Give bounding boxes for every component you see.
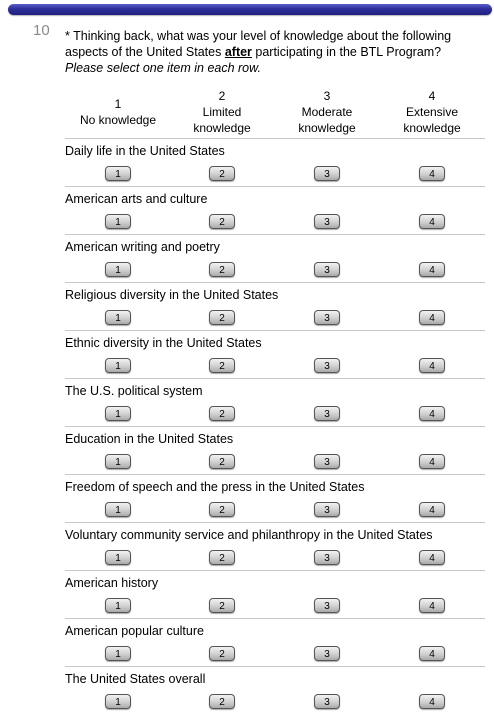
rating-option-3-button[interactable]: 3	[314, 262, 340, 277]
scale-label-1: No knowledge	[79, 113, 157, 127]
scale-label-3a: Moderate	[301, 105, 353, 119]
scale-label-4b: knowledge	[403, 121, 461, 135]
scale-num-2: 2	[218, 89, 226, 103]
scale-header-2	[193, 88, 250, 136]
rating-option-1-button[interactable]: 1	[105, 262, 131, 277]
scale-num-1: 1	[114, 97, 122, 111]
matrix-row	[65, 234, 485, 283]
rating-option-1-button[interactable]: 1	[105, 310, 131, 325]
rating-option-1-button[interactable]: 1	[105, 694, 131, 709]
question-text-emphasis: after	[224, 45, 252, 59]
rating-option-2-button[interactable]: 2	[209, 454, 235, 469]
rating-option-3-button[interactable]: 3	[314, 310, 340, 325]
question-number: 10	[33, 22, 50, 39]
rating-option-3-button[interactable]: 3	[314, 598, 340, 613]
matrix-row-label: American history	[65, 576, 159, 590]
matrix-row	[65, 330, 485, 379]
matrix-row-label: Voluntary community service and philanthropy in the United States	[65, 528, 433, 542]
rating-option-2-button[interactable]: 2	[209, 214, 235, 229]
matrix-row-label: American popular culture	[65, 624, 204, 638]
matrix-row	[65, 426, 485, 475]
matrix-row	[65, 138, 485, 187]
rating-option-4-button[interactable]: 4	[419, 646, 445, 661]
scale-num-3: 3	[323, 89, 331, 103]
rating-option-1-button[interactable]: 1	[105, 454, 131, 469]
rating-option-2-button[interactable]: 2	[209, 694, 235, 709]
rating-option-2-button[interactable]: 2	[209, 358, 235, 373]
rating-option-2-button[interactable]: 2	[209, 646, 235, 661]
rating-option-3-button[interactable]: 3	[314, 550, 340, 565]
top-banner-bar	[8, 4, 492, 15]
rating-option-2-button[interactable]: 2	[209, 166, 235, 181]
scale-label-2b: knowledge	[193, 121, 251, 135]
rating-option-1-button[interactable]: 1	[105, 598, 131, 613]
matrix-row	[65, 474, 485, 523]
rating-option-1-button[interactable]: 1	[105, 646, 131, 661]
rating-option-3-button[interactable]: 3	[314, 454, 340, 469]
matrix-row-label: Freedom of speech and the press in the United States	[65, 480, 365, 494]
matrix-row-label: Ethnic diversity in the United States	[65, 336, 262, 350]
rating-option-4-button[interactable]: 4	[419, 214, 445, 229]
matrix-row	[65, 282, 485, 331]
matrix-row-label: The United States overall	[65, 672, 206, 686]
matrix-row-label: American arts and culture	[65, 192, 208, 206]
matrix-row-label: Daily life in the United States	[65, 144, 225, 158]
rating-option-4-button[interactable]: 4	[419, 406, 445, 421]
matrix-row	[65, 618, 485, 667]
scale-label-4a: Extensive	[405, 105, 459, 119]
matrix-row-label: Religious diversity in the United States	[65, 288, 279, 302]
rating-option-4-button[interactable]: 4	[419, 502, 445, 517]
matrix-row	[65, 378, 485, 427]
rating-option-1-button[interactable]: 1	[105, 550, 131, 565]
rating-option-2-button[interactable]: 2	[209, 550, 235, 565]
rating-option-2-button[interactable]: 2	[209, 598, 235, 613]
rating-option-2-button[interactable]: 2	[209, 262, 235, 277]
question-text-after: participating in the BTL Program?	[251, 45, 442, 59]
rating-option-4-button[interactable]: 4	[419, 166, 445, 181]
matrix-row	[65, 186, 485, 235]
scale-header-3	[298, 88, 355, 136]
rating-option-1-button[interactable]: 1	[105, 166, 131, 181]
rating-option-3-button[interactable]: 3	[314, 358, 340, 373]
rating-option-4-button[interactable]: 4	[419, 358, 445, 373]
rating-option-4-button[interactable]: 4	[419, 262, 445, 277]
matrix-row	[65, 666, 485, 715]
rating-option-1-button[interactable]: 1	[105, 406, 131, 421]
matrix-row-label: American writing and poetry	[65, 240, 220, 254]
rating-option-1-button[interactable]: 1	[105, 214, 131, 229]
rating-option-3-button[interactable]: 3	[314, 694, 340, 709]
rating-option-4-button[interactable]: 4	[419, 454, 445, 469]
rating-option-4-button[interactable]: 4	[419, 310, 445, 325]
rating-option-4-button[interactable]: 4	[419, 550, 445, 565]
matrix-row-label: The U.S. political system	[65, 384, 203, 398]
question-instruction: Please select one item in each row.	[65, 61, 261, 75]
scale-header	[65, 88, 485, 136]
rating-option-4-button[interactable]: 4	[419, 598, 445, 613]
scale-header-4	[403, 88, 460, 136]
rating-option-3-button[interactable]: 3	[314, 502, 340, 517]
matrix-row	[65, 522, 485, 571]
rating-option-3-button[interactable]: 3	[314, 166, 340, 181]
rating-option-1-button[interactable]: 1	[105, 358, 131, 373]
question-text	[65, 28, 475, 76]
rating-option-1-button[interactable]: 1	[105, 502, 131, 517]
scale-label-3b: knowledge	[298, 121, 356, 135]
rating-option-3-button[interactable]: 3	[314, 214, 340, 229]
rating-option-2-button[interactable]: 2	[209, 310, 235, 325]
scale-num-4: 4	[428, 89, 436, 103]
rating-option-2-button[interactable]: 2	[209, 502, 235, 517]
rating-option-3-button[interactable]: 3	[314, 646, 340, 661]
rating-option-2-button[interactable]: 2	[209, 406, 235, 421]
matrix-row-label: Education in the United States	[65, 432, 234, 446]
scale-header-1	[80, 96, 156, 128]
rating-option-4-button[interactable]: 4	[419, 694, 445, 709]
scale-label-2a: Limited	[202, 105, 242, 119]
question-text-before: * Thinking back, what was your level of knowledge about the following aspects of the United States	[65, 29, 452, 59]
matrix-row	[65, 570, 485, 619]
rating-option-3-button[interactable]: 3	[314, 406, 340, 421]
